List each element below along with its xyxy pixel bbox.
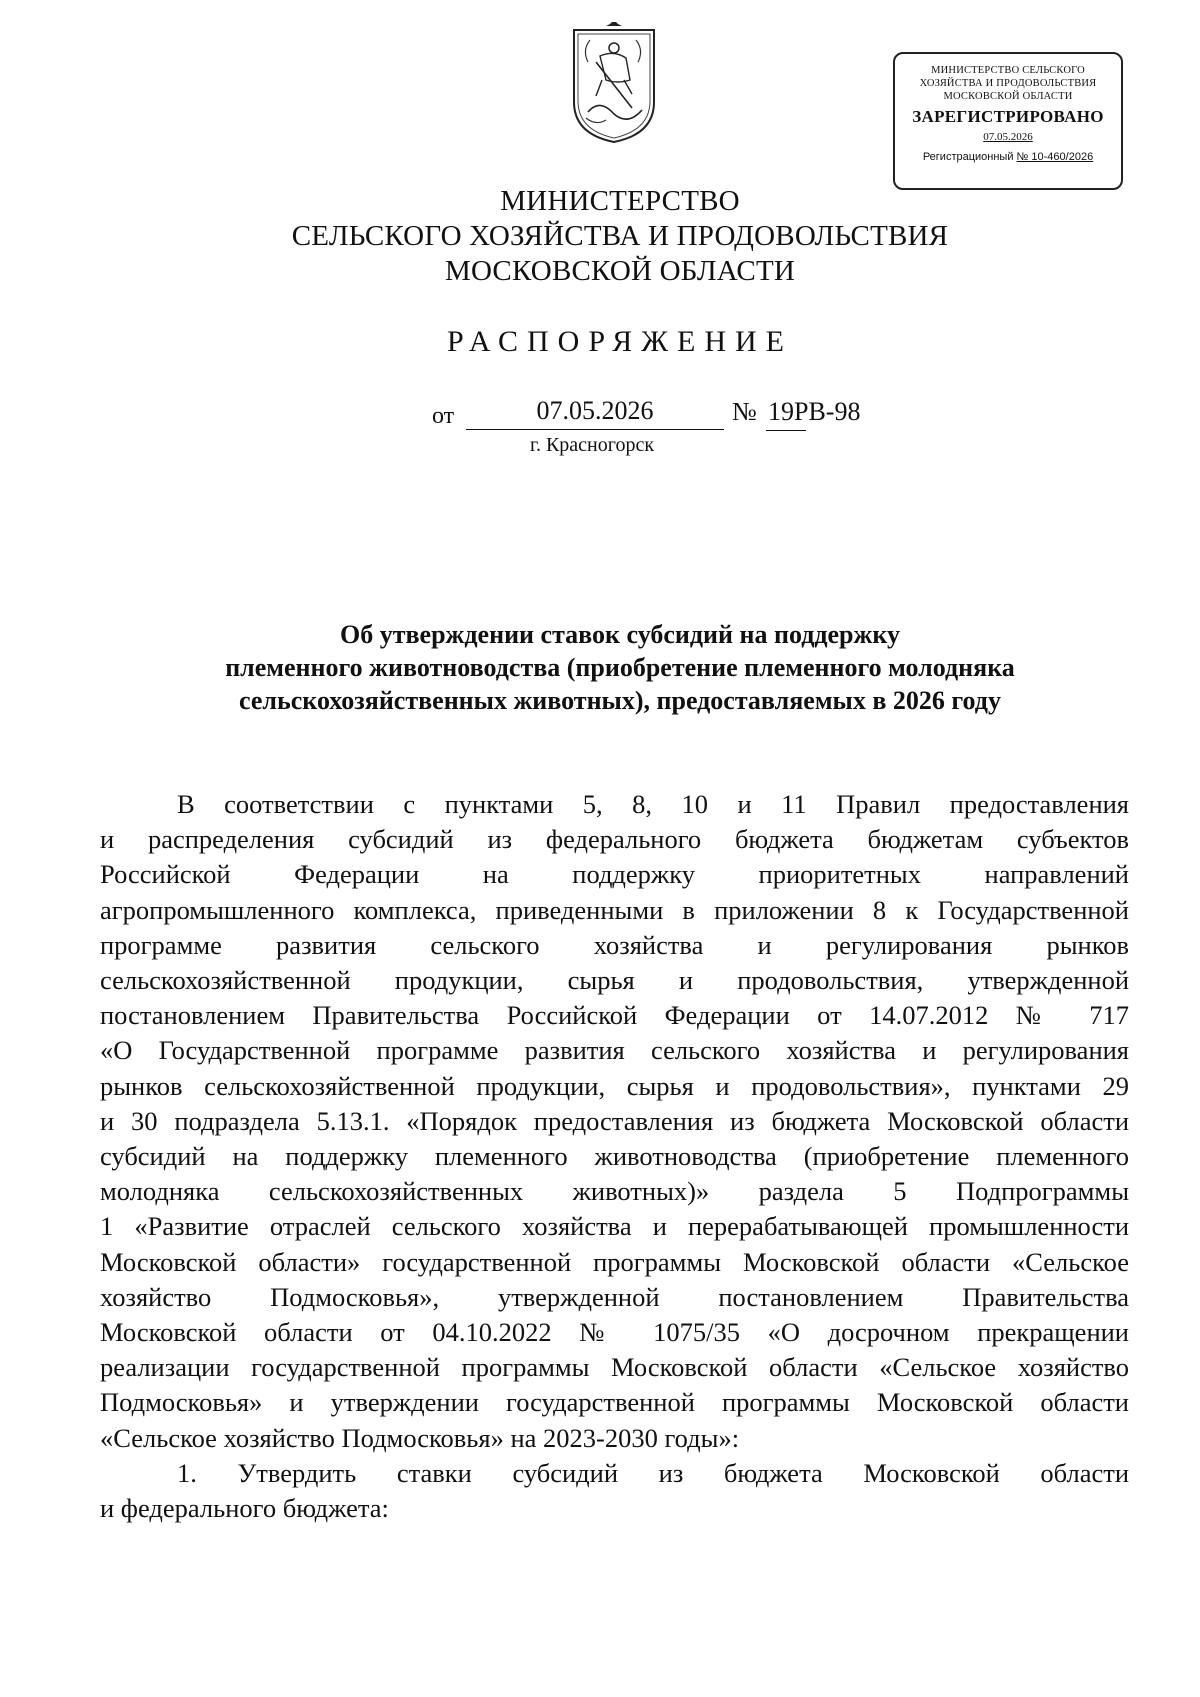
body-line: 1. Утвердить ставки субсидий из бюджета Московской области <box>177 1457 1129 1488</box>
ministry-line-3: МОСКОВСКОЙ ОБЛАСТИ <box>444 255 796 287</box>
body-line: 1 «Развитие отраслей сельского хозяйства и перерабатывающей промышленности <box>100 1211 1129 1242</box>
stamp-registration <box>895 151 1121 163</box>
coat-of-arms-emblem <box>566 22 662 146</box>
stamp-line-3: МОСКОВСКОЙ ОБЛАСТИ <box>943 91 1073 102</box>
subject-line: сельскохозяйственных животных), предоставляемых в 2026 году <box>239 686 1001 715</box>
body-line: сельскохозяйственной продукции, сырья и продовольствия, утвержденной <box>100 965 1129 996</box>
stamp-reg-number: № 10-460/2026 <box>1016 151 1094 163</box>
body-line: постановлением Правительства Российской Федерации от 14.07.2012 № 717 <box>100 1000 1129 1031</box>
body-line: реализации государственной программы Московской области «Сельское хозяйство <box>100 1352 1129 1383</box>
body-line: молодняка сельскохозяйственных животных)» раздела 5 Подпрограммы <box>100 1176 1129 1207</box>
ministry-header <box>200 184 1040 289</box>
body-line: рынков сельскохозяйственной продукции, сырья и продовольствия», пунктами 29 <box>100 1070 1129 1101</box>
subject-line: Об утверждении ставок субсидий на поддержку <box>340 620 900 649</box>
body-line: хозяйство Подмосковья», утвержденной постановлением Правительства <box>100 1281 1129 1312</box>
date-prefix: от <box>432 403 455 429</box>
body-line: агропромышленного комплекса, приведенными в приложении 8 к Государственной <box>100 894 1129 925</box>
document-city: г. Красногорск <box>530 434 655 456</box>
body-line: Российской Федерации на поддержку приоритетных направлений <box>100 859 1129 890</box>
body-line: «Сельское хозяйство Подмосковья» на 2023-2030 годы»: <box>100 1422 740 1453</box>
subject-line: племенного животноводства (приобретение племенного молодняка <box>225 653 1015 682</box>
ministry-line-2: СЕЛЬСКОГО ХОЗЯЙСТВА И ПРОДОВОЛЬСТВИЯ <box>291 220 949 252</box>
registration-stamp <box>893 52 1123 190</box>
document-type-title: РАСПОРЯЖЕНИЕ <box>446 325 794 358</box>
document-subject <box>120 618 1120 717</box>
date-number-line <box>0 393 1200 433</box>
number-underline <box>766 430 806 431</box>
body-line: В соответствии с пунктами 5, 8, 10 и 11 Правил предоставления <box>177 789 1129 819</box>
document-body <box>100 787 1129 1526</box>
body-line: Подмосковья» и утверждении государственной программы Московской области <box>100 1387 1129 1418</box>
body-line: и федерального бюджета: <box>100 1493 389 1524</box>
ministry-line-1: МИНИСТЕРСТВО <box>500 185 740 217</box>
document-number: 19РВ-98 <box>768 397 861 426</box>
body-line: и 30 подраздела 5.13.1. «Порядок предоставления из бюджета Московской области <box>100 1105 1129 1136</box>
body-line: Московской области от 04.10.2022 № 1075/35 «О досрочном прекращении <box>100 1317 1129 1348</box>
number-sign: № <box>732 397 757 426</box>
document-date: 07.05.2026 <box>466 393 724 430</box>
stamp-reg-label: Регистрационный <box>922 151 1014 163</box>
body-line: Московской области» государственной программы Московской области «Сельское <box>100 1246 1129 1277</box>
stamp-line-2: ХОЗЯЙСТВА И ПРОДОВОЛЬСТВИЯ <box>919 78 1097 89</box>
body-line: программе развития сельского хозяйства и регулирования рынков <box>100 929 1129 960</box>
body-line: и распределения субсидий из федерального бюджета бюджетам субъектов <box>100 824 1129 855</box>
body-line: «О Государственной программе развития сельского хозяйства и регулирования <box>100 1035 1129 1066</box>
body-line: субсидий на поддержку племенного животноводства (приобретение племенного <box>100 1141 1129 1172</box>
stamp-date: 07.05.2026 <box>983 131 1033 143</box>
stamp-status: ЗАРЕГИСТРИРОВАНО <box>912 107 1104 126</box>
stamp-line-1: МИНИСТЕРСТВО СЕЛЬСКОГО <box>931 65 1085 76</box>
